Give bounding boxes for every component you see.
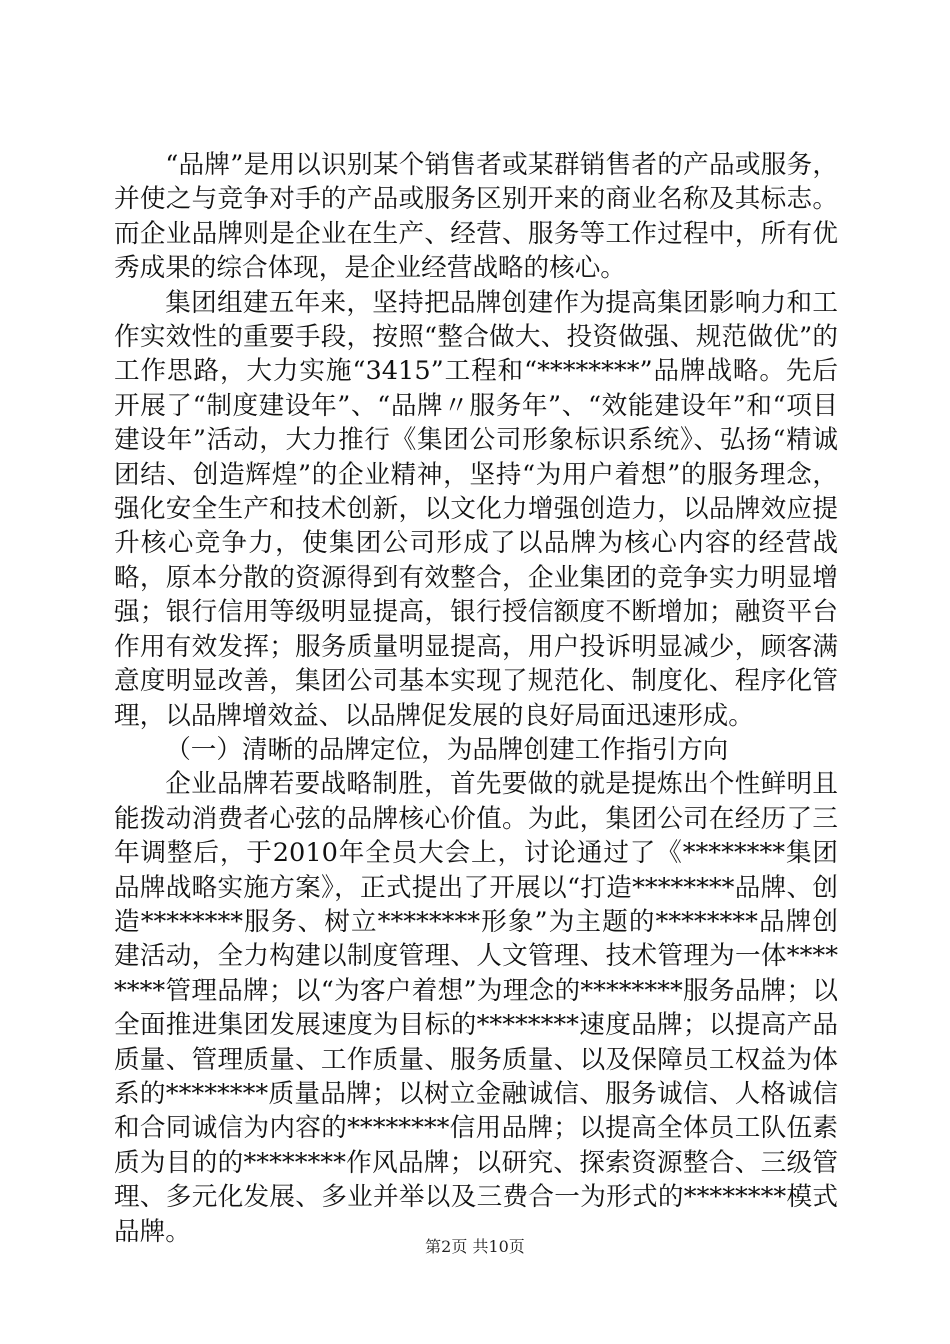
- paragraph-brand-strategy: 企业品牌若要战略制胜，首先要做的就是提炼出个性鲜明且能拨动消费者心弦的品牌核心价值。为此，集团公司在经历了三年调整后，于2010年全员大会上，讨论通过了《********集团品牌战略实施方案》，正式提出了开展以“打造********品牌、创造********服务、树立********形象”为主题的********品牌创建活动，全力构建以制度管理、人文管理、技术管理为一体********管理品牌；以“为客户着想”为理念的********服务品牌；以全面推进集团发展速度为目标的********速度品牌；以提高产品质量、管理质量、工作质量、服务质量、以及保障员工权益为体系的********质量品牌；以树立金融诚信、服务诚信、人格诚信和合同诚信为内容的********信用品牌；以提高全体员工队伍素质为目的的********作风品牌；以研究、探索资源整合、三级管理、多元化发展、多业并举以及三费合一为形式的********模式品牌。: [114, 769, 838, 1247]
- paragraph-brand-definition: “品牌”是用以识别某个销售者或某群销售者的产品或服务，并使之与竞争对手的产品或服务区别开来的商业名称及其标志。而企业品牌则是企业在生产、经营、服务等工作过程中，所有优秀成果的综合体现，是企业经营战略的核心。: [114, 150, 838, 284]
- document-body: [114, 148, 838, 1249]
- page-number-footer: 第2页 共10页: [425, 1237, 525, 1256]
- paragraph-group-overview: 集团组建五年来，坚持把品牌创建作为提高集团影响力和工作实效性的重要手段，按照“整合做大、投资做强、规范做优”的工作思路，大力实施“3415”工程和“********”品牌战略。先后开展了“制度建设年”、“品牌〃服务年”、“效能建设年”和“项目建设年”活动，大力推行《集团公司形象标识系统》、弘扬“精诚团结、创造辉煌”的企业精神，坚持“为用户着想”的服务理念，强化安全生产和技术创新，以文化力增强创造力，以品牌效应提升核心竞争力，使集团公司形成了以品牌为核心内容的经营战略，原本分散的资源得到有效整合，企业集团的竞争实力明显增强；银行信用等级明显提高，银行授信额度不断增加；融资平台作用有效发挥；服务质量明显提高，用户投诉明显减少，顾客满意度明显改善，集团公司基本实现了规范化、制度化、程序化管理，以品牌增效益、以品牌促发展的良好局面迅速形成。: [114, 287, 838, 731]
- section-heading-brand-positioning: （一）清晰的品牌定位，为品牌创建工作指引方向: [165, 734, 729, 765]
